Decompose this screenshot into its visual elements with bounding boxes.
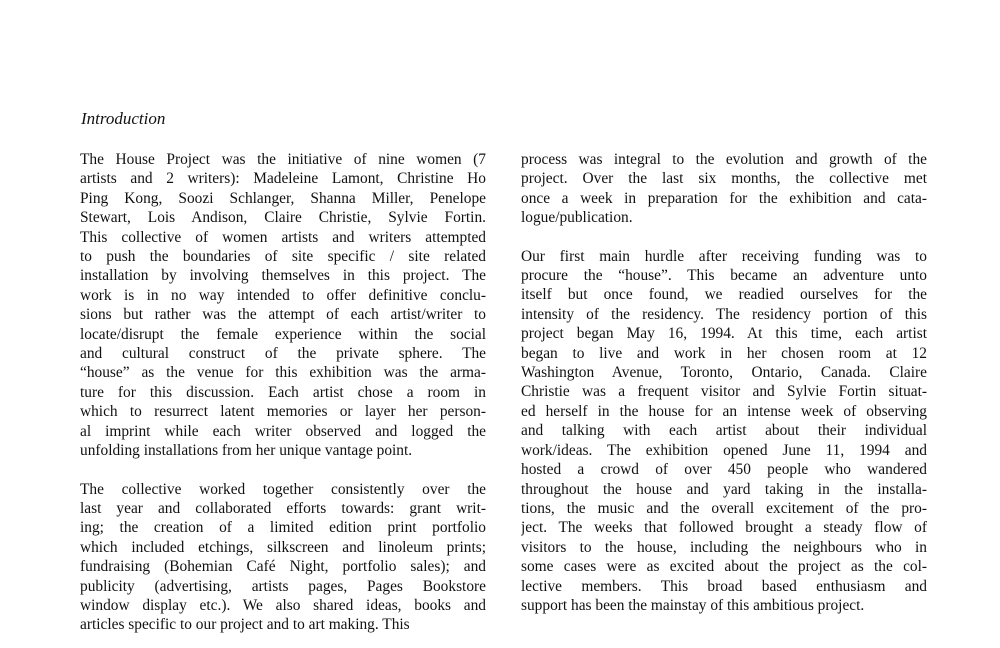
text-line: procure the “house”. This became an adventure unto xyxy=(521,267,927,285)
text-line: articles specific to our project and to art making. This xyxy=(80,616,410,634)
text-line: The collective worked together consistently over the xyxy=(80,480,486,498)
text-line: work is in no way intended to offer definitive conclu- xyxy=(80,286,486,304)
text-line: fundraising (Bohemian Café Night, portfolio sales); and xyxy=(80,558,486,576)
text-line: some cases were as excited about the project as the col- xyxy=(521,558,927,576)
text-line: Ping Kong, Soozi Schlanger, Shanna Miller, Penelope xyxy=(80,189,486,207)
text-line: hosted a crowd of over 450 people who wandered xyxy=(521,461,927,479)
text-line: Stewart, Lois Andison, Claire Christie, Sylvie Fortin. xyxy=(80,209,486,227)
text-line: to push the boundaries of site specific / site related xyxy=(80,248,486,266)
text-line: Our first main hurdle after receiving funding was to xyxy=(521,247,927,265)
text-line: which included etchings, silkscreen and linoleum prints; xyxy=(80,538,486,556)
text-line: support has been the mainstay of this ambitious project. xyxy=(521,596,865,614)
text-line: Washington Avenue, Toronto, Ontario, Canada. Claire xyxy=(521,364,927,382)
text-line: and talking with each artist about their individual xyxy=(521,422,927,440)
text-line: work/ideas. The exhibition opened June 11, 1994 and xyxy=(521,441,927,459)
text-line: throughout the house and yard taking in the installa- xyxy=(521,480,927,498)
text-line: window display etc.). We also shared ideas, books and xyxy=(80,596,486,614)
text-line: “house” as the venue for this exhibition was the arma- xyxy=(80,364,486,382)
text-line: last year and collaborated efforts towards: grant writ- xyxy=(80,499,486,517)
text-line: ed herself in the house for an intense week of observing xyxy=(521,402,927,420)
text-line: which to resurrect latent memories or layer her person- xyxy=(80,403,486,421)
right-text-column xyxy=(521,150,927,615)
right-column-paragraph xyxy=(521,247,927,616)
text-line: project. Over the last six months, the collective met xyxy=(521,170,927,188)
section-heading: Introduction xyxy=(81,109,166,128)
text-line: ing; the creation of a limited edition print portfolio xyxy=(80,519,486,537)
text-line: locate/disrupt the female experience within the social xyxy=(80,325,486,343)
text-line: This collective of women artists and writers attempted xyxy=(80,228,486,246)
text-line: ture for this discussion. Each artist chose a room in xyxy=(80,383,486,401)
text-line: visitors to the house, including the neighbours who in xyxy=(521,538,927,556)
text-line: began to live and work in her chosen room at 12 xyxy=(521,344,927,362)
text-line: lective members. This broad based enthusiasm and xyxy=(521,577,927,595)
text-line: artists and 2 writers): Madeleine Lamont, Christine Ho xyxy=(80,170,486,188)
text-line: The House Project was the initiative of nine women (7 xyxy=(80,151,486,168)
text-line: logue/publication. xyxy=(521,209,633,227)
left-column-paragraph xyxy=(80,150,486,461)
right-column-paragraph xyxy=(521,150,927,228)
text-line: process was integral to the evolution and growth of the xyxy=(521,151,927,168)
left-column-paragraph xyxy=(80,480,486,635)
text-line: al imprint while each writer observed and logged the xyxy=(80,422,486,440)
text-line: sions but rather was the attempt of each artist/writer to xyxy=(80,306,486,324)
text-line: itself but once found, we readied ourselves for the xyxy=(521,286,927,304)
left-text-column xyxy=(80,150,486,635)
text-line: publicity (advertising, artists pages, Pages Bookstore xyxy=(80,577,486,595)
text-line: Christie was a frequent visitor and Sylvie Fortin situat- xyxy=(521,383,927,401)
text-line: tions, the music and the overall excitement of the pro- xyxy=(521,499,927,517)
text-line: and cultural construct of the private sphere. The xyxy=(80,345,486,363)
text-line: ject. The weeks that followed brought a steady flow of xyxy=(521,519,927,537)
text-line: installation by involving themselves in this project. The xyxy=(80,267,486,285)
text-line: once a week in preparation for the exhibition and cata- xyxy=(521,189,927,207)
text-line: project began May 16, 1994. At this time, each artist xyxy=(521,325,927,343)
text-line: intensity of the residency. The residency portion of this xyxy=(521,305,927,323)
text-line: unfolding installations from her unique vantage point. xyxy=(80,442,413,460)
